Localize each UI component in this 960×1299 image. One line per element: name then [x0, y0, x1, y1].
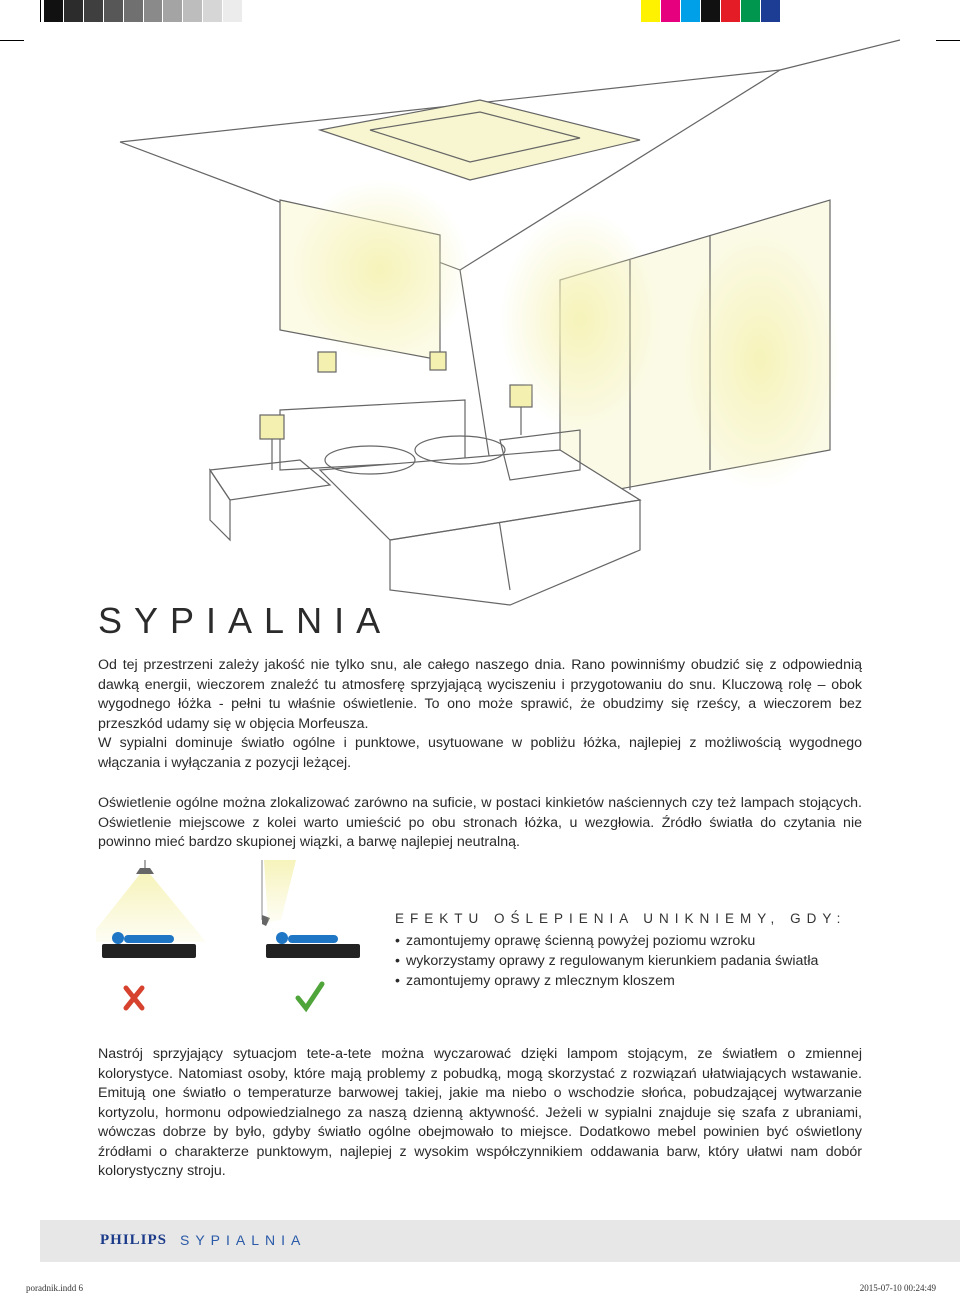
ceiling-lamp-icon: [136, 860, 154, 874]
list-item-text: wykorzystamy oprawy z regulowanym kierunkiem padania światła: [405, 953, 819, 969]
color-swatch: [820, 0, 840, 22]
color-swatch: [900, 0, 920, 22]
color-swatch: [920, 0, 940, 22]
glare-tips: [395, 911, 865, 991]
check-icon: [298, 984, 322, 1008]
color-swatch: [243, 0, 263, 22]
color-swatch: [203, 0, 223, 22]
color-swatch: [422, 0, 442, 22]
color-swatch: [542, 0, 562, 22]
intro-text: [98, 656, 862, 773]
list-item-text: zamontujemy oprawy z mlecznym kloszem: [405, 973, 675, 989]
color-swatch: [502, 0, 522, 22]
color-swatch: [860, 0, 880, 22]
footer-section-label: SYPIALNIA: [180, 1232, 307, 1248]
color-swatch: [581, 0, 601, 22]
glare-tips-heading: EFEKTU OŚLEPIENIA UNIKNIEMY, GDY:: [395, 911, 847, 926]
color-swatch: [940, 0, 960, 22]
bedroom-illustration: [40, 30, 940, 610]
color-swatch: [382, 0, 402, 22]
color-swatch: [601, 0, 621, 22]
color-swatch: [64, 0, 84, 22]
color-swatch: [562, 0, 582, 22]
print-slug: [26, 1283, 936, 1293]
intro-paragraph: Od tej przestrzeni zależy jakość nie tylko snu, ale całego naszego dnia. Rano powinniśmy obudzić się z odpowiednią dawką energii, wieczorem znaleźć tu atmosferę sprzyjającą wyciszeniu i przygotowaniu do snu. Kluczową rolę – obok wygodnego łóżka - pełni tu właśnie oświetlenie. To ono może sprawić, że obudzimy się rześcy, a wieczorem bez przeszkód udamy się w objęcia Morfeusza.: [98, 657, 862, 732]
color-swatch: [323, 0, 343, 22]
color-swatch: [761, 0, 781, 22]
intro-paragraph: W sypialni dominuje światło ogólne i punktowe, usytuowane w pobliżu łóżka, najlepiej z możliwością wygodnego włączania i wyłączania z pozycji leżącej.: [98, 735, 862, 771]
glare-illustration: [96, 860, 366, 1030]
color-swatch: [402, 0, 422, 22]
lying-person-icon-good: [276, 932, 338, 944]
color-swatch: [701, 0, 721, 22]
color-swatch: [641, 0, 661, 22]
glare-tips-list: [395, 931, 865, 991]
footer-band: [40, 1220, 960, 1262]
lighting-paragraph: Oświetlenie ogólne można zlokalizować zarówno na suficie, w postaci kinkietów naściennych czy też lampach stojących. Oświetlenie miejscowe z kolei warto umieścić po obu stronach łóżka, u wezgłowia. Źródło światła do czytania nie powinno mieć bardzo skupionej wiązki, a barwę najlepiej neutralną.: [98, 795, 862, 850]
color-swatch: [462, 0, 482, 22]
list-item-text: zamontujemy oprawę ścienną powyżej poziomu wzroku: [405, 933, 756, 949]
color-swatch: [343, 0, 363, 22]
mood-text: [98, 1045, 862, 1182]
lighting-text: [98, 794, 862, 853]
color-swatch: [163, 0, 183, 22]
color-swatch: [840, 0, 860, 22]
color-swatch: [681, 0, 701, 22]
color-swatch: [800, 0, 820, 22]
crop-mark: [40, 0, 41, 22]
color-swatch: [104, 0, 124, 22]
color-swatch: [223, 0, 243, 22]
color-swatch: [263, 0, 283, 22]
brand-logo: PHILIPS: [100, 1232, 168, 1248]
color-swatch: [482, 0, 502, 22]
color-swatch: [721, 0, 741, 22]
color-swatch: [741, 0, 761, 22]
list-item: • zamontujemy oprawy z mlecznym kloszem: [395, 973, 675, 989]
color-swatch: [781, 0, 801, 22]
slug-filename: poradnik.indd 6: [26, 1283, 83, 1293]
color-swatch: [283, 0, 303, 22]
color-swatch: [522, 0, 542, 22]
color-swatch: [144, 0, 164, 22]
color-swatch: [880, 0, 900, 22]
slug-timestamp: 2015-07-10 00:24:49: [859, 1283, 936, 1293]
color-swatch: [44, 0, 64, 22]
page-title: SYPIALNIA: [98, 600, 393, 641]
color-swatch: [661, 0, 681, 22]
color-calibration-bar: [44, 0, 960, 22]
mood-paragraph: Nastrój sprzyjający sytuacjom tete-a-tete można wyczarować dzięki lampom stojącym, ze światłem o zmiennej kolorystyce. Natomiast osoby, które mają problemy z pobudką, mogą skorzystać z rozwiązań ułatwiających wstawanie. Emitują one światło o temperaturze barwowej takiej, jakie ma niebo o wschodzie słońca, pobudzającej wytwarzanie kortyzolu, hormonu odpowiedzialnego za naszą dzienną aktywność. Jeżeli w sypialni znajduje się szafa z ubraniami, wówczas dobrze by było, gdyby światło ogólne obejmowało to miejsce. Dodatkowo mebel powinien być oświetlony źródłami o charakterze punktowym, najlepiej z wysokim współczynnikiem oddawania barw, który ułatwi nam dobór kolorystyczny stroju.: [98, 1046, 862, 1179]
color-swatch: [124, 0, 144, 22]
color-swatch: [183, 0, 203, 22]
cross-icon: [126, 988, 142, 1008]
crop-mark: [0, 40, 24, 41]
list-item: • wykorzystamy oprawy z regulowanym kierunkiem padania światła: [395, 953, 819, 969]
color-swatch: [363, 0, 383, 22]
color-swatch: [621, 0, 641, 22]
color-swatch: [84, 0, 104, 22]
list-item: • zamontujemy oprawę ścienną powyżej poziomu wzroku: [395, 933, 756, 949]
color-swatch: [442, 0, 462, 22]
color-swatch: [303, 0, 323, 22]
